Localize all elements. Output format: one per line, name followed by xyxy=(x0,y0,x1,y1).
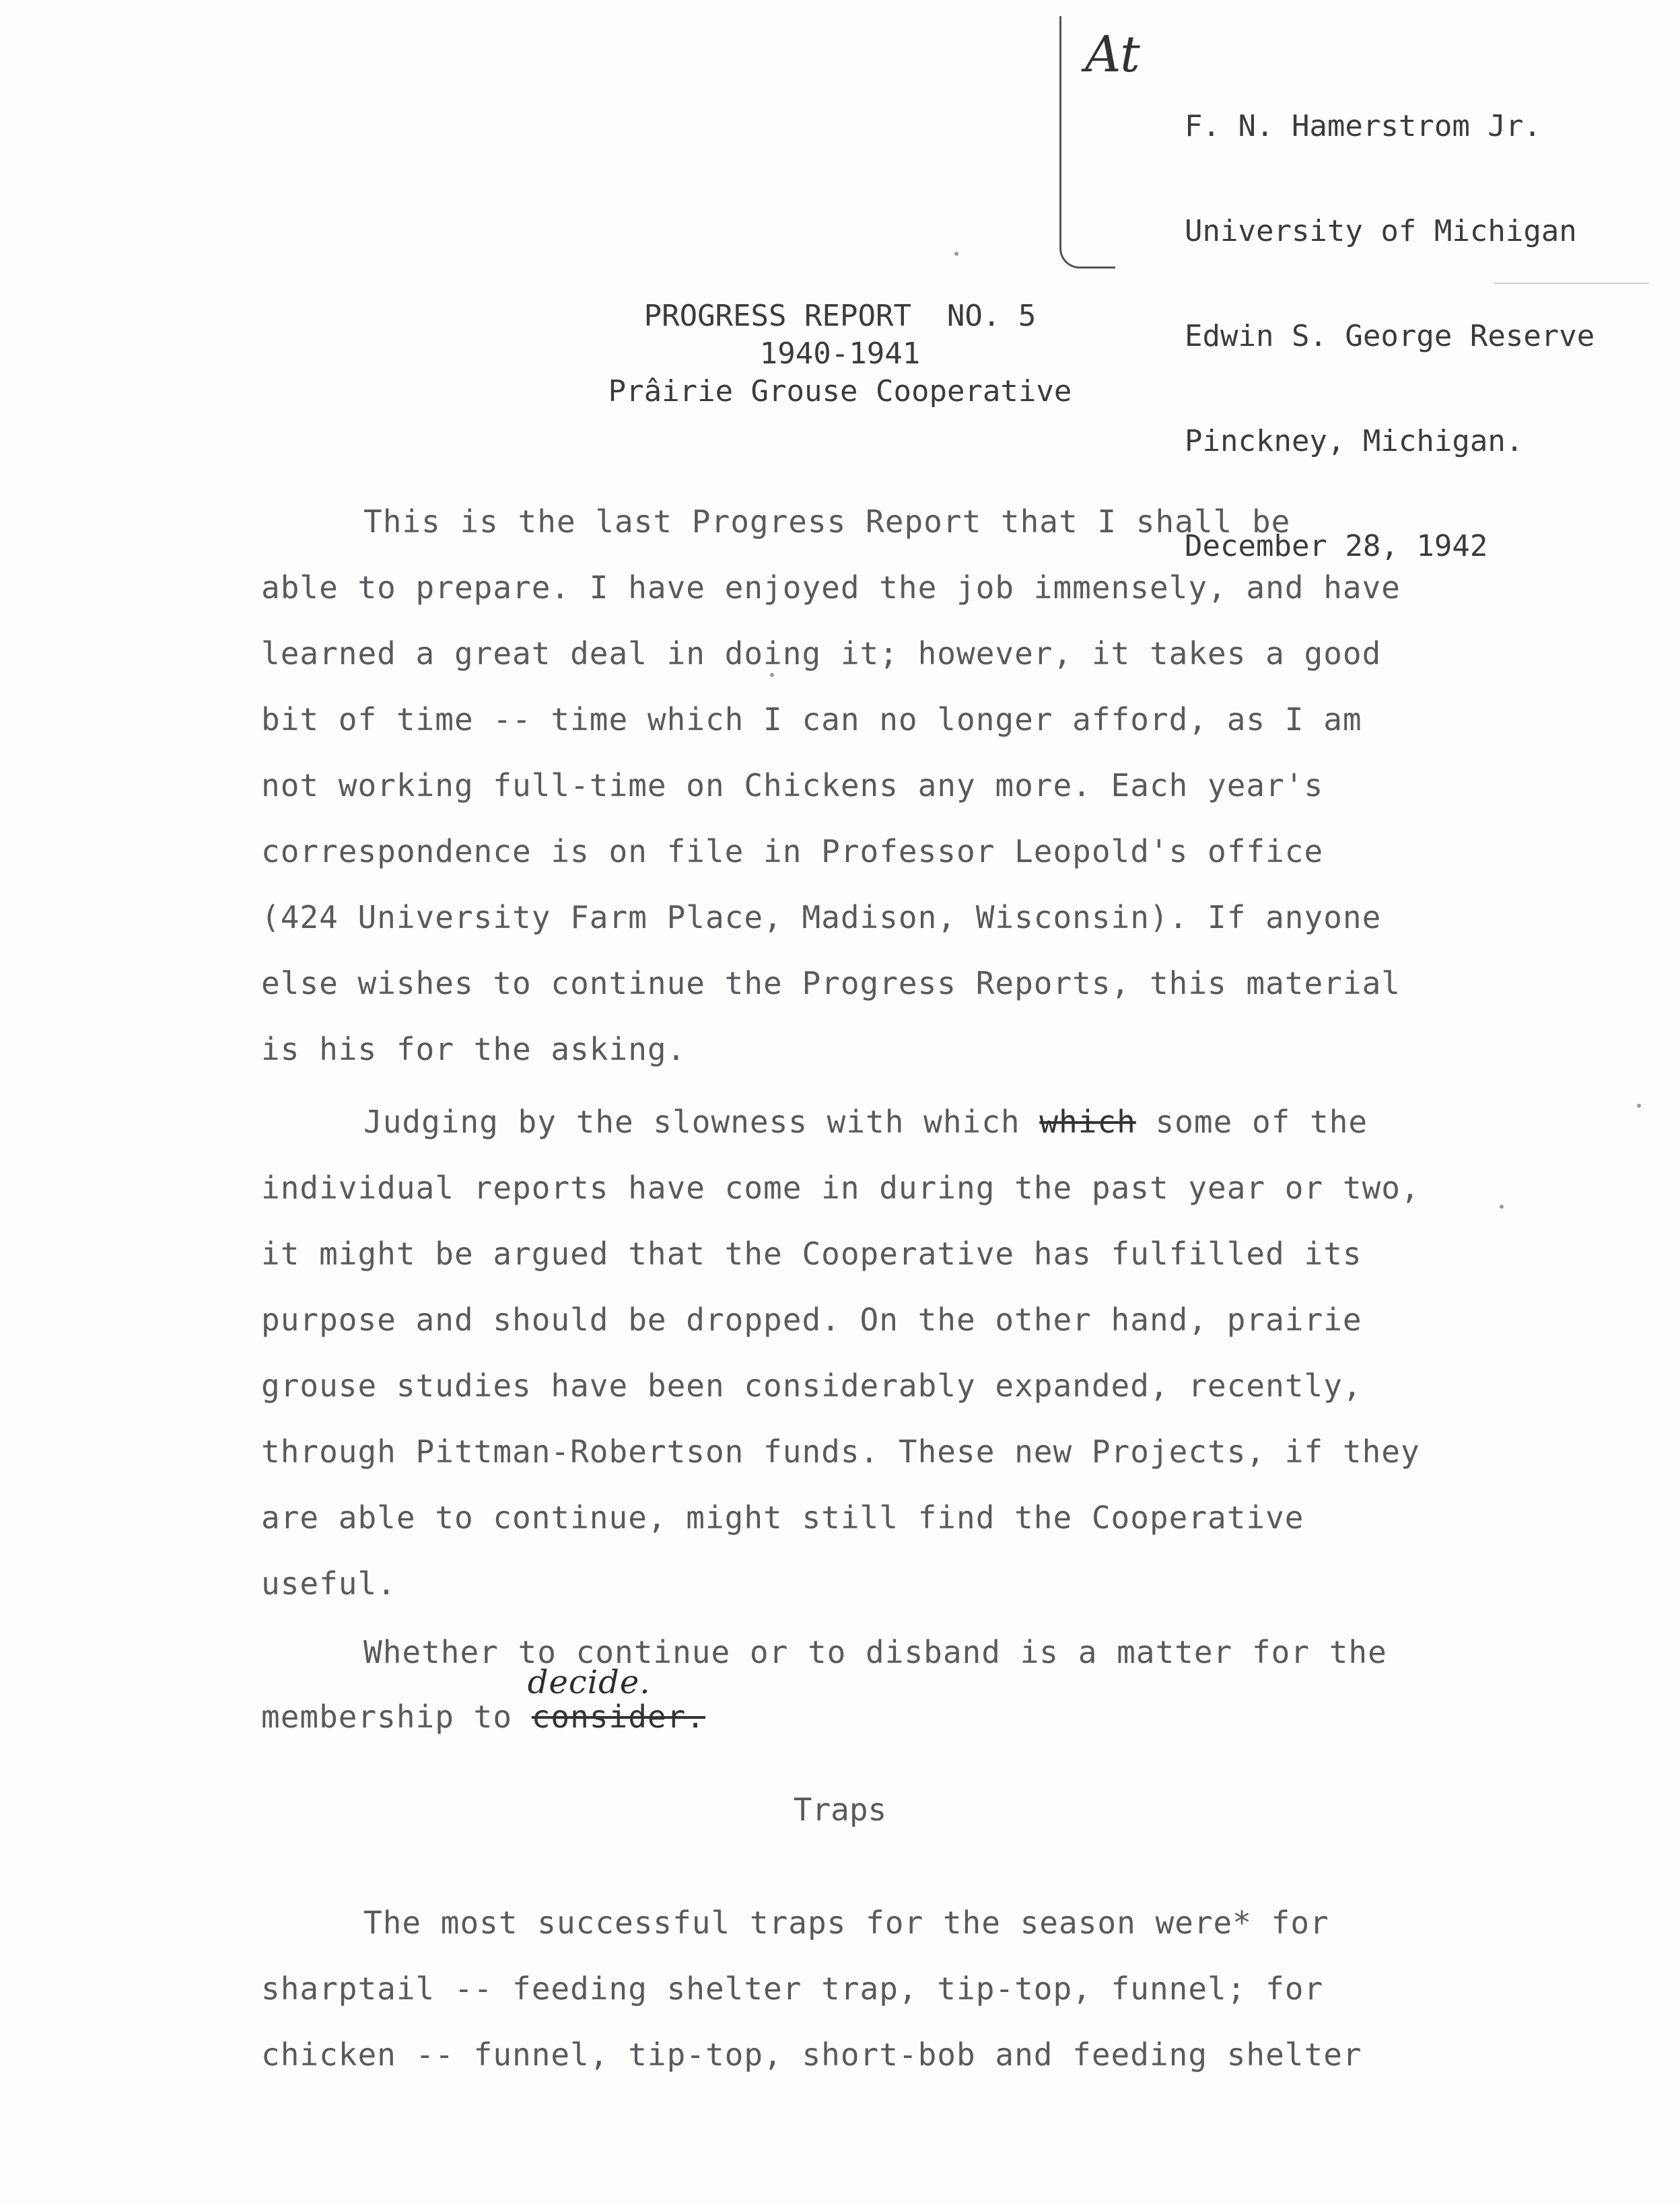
correction xyxy=(527,1664,705,1735)
paragraph-line: able to prepare. I have enjoyed the job immensely, and have xyxy=(261,569,1401,606)
paragraph-line: it might be argued that the Cooperative has fulfilled its xyxy=(261,1236,1362,1272)
struck-word: which xyxy=(1039,1104,1136,1140)
paragraph-line: individual reports have come in during the past year or two, xyxy=(261,1170,1420,1206)
paragraph-line: chicken -- funnel, tip-top, short-bob and feeding shelter xyxy=(261,2036,1362,2073)
paragraph-line: bit of time -- time which I can no longer afford, as I am xyxy=(261,701,1362,738)
paragraph-line: This is the last Progress Report that I shall be xyxy=(363,503,1291,540)
text-run: Judging by the slowness with which xyxy=(363,1104,1040,1140)
scan-speck xyxy=(1637,1104,1641,1108)
text-run: membership to xyxy=(261,1699,532,1735)
scan-speck xyxy=(954,252,958,256)
scan-speck xyxy=(770,673,774,677)
address-line: F. N. Hamerstrom Jr. xyxy=(1185,109,1541,143)
paragraph-line: Whether to continue or to disband is a matter for the xyxy=(363,1634,1387,1670)
paragraph-line xyxy=(363,1104,1368,1140)
paragraph-line: The most successful traps for the season were* for xyxy=(363,1905,1329,1941)
struck-word: consider. xyxy=(531,1699,705,1735)
paragraph-line: through Pittman-Robertson funds. These new Projects, if they xyxy=(261,1433,1420,1470)
paragraph-line: sharptail -- feeding shelter trap, tip-top, funnel; for xyxy=(261,1970,1324,2007)
address-line: Edwin S. George Reserve xyxy=(1185,319,1595,353)
paragraph-line: are able to continue, might still find the Cooperative xyxy=(261,1499,1304,1536)
report-title: PROGRESS REPORT NO. 5 xyxy=(643,299,1037,333)
paragraph-line: grouse studies have been considerably expanded, recently, xyxy=(261,1367,1362,1404)
paragraph-line: not working full-time on Chickens any more. Each year's xyxy=(261,767,1324,804)
address-date: December 28, 1942 xyxy=(1185,529,1488,563)
paragraph-line: correspondence is on file in Professor Leopold's office xyxy=(261,833,1324,869)
address-line: Pinckney, Michigan. xyxy=(1185,424,1524,458)
scan-speck xyxy=(1500,1205,1504,1209)
paragraph-line: is his for the asking. xyxy=(261,1031,687,1067)
handwritten-initials: At xyxy=(1085,26,1140,83)
address-line: University of Michigan xyxy=(1185,214,1577,248)
paragraph-line: learned a great deal in doing it; however, it takes a good xyxy=(261,635,1382,672)
paragraph-line: useful. xyxy=(261,1565,396,1602)
report-subtitle: Prâirie Grouse Cooperative xyxy=(608,374,1072,408)
paragraph-line: purpose and should be dropped. On the other hand, prairie xyxy=(261,1302,1362,1338)
paragraph-line xyxy=(261,1664,705,1735)
paragraph-line: (424 University Farm Place, Madison, Wisconsin). If anyone xyxy=(261,899,1382,935)
report-years: 1940-1941 xyxy=(759,336,921,371)
handwritten-correction: decide. xyxy=(527,1664,651,1701)
text-run: some of the xyxy=(1135,1104,1368,1140)
paragraph-line: else wishes to continue the Progress Reports, this material xyxy=(261,965,1401,1001)
section-heading: Traps xyxy=(793,1791,887,1828)
